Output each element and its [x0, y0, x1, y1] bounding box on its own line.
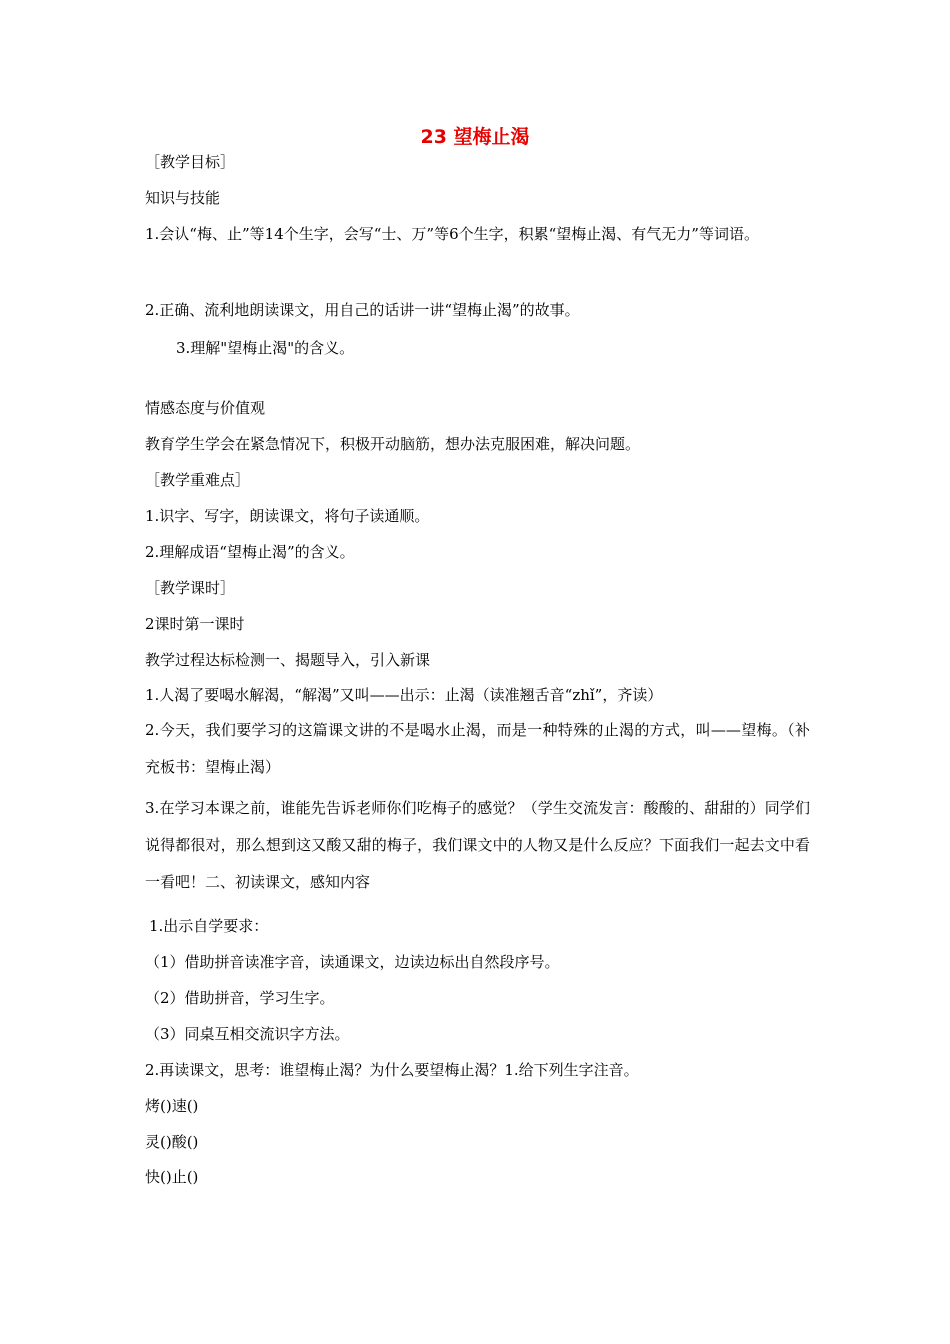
pinyin-exercise-row-2: 灵()酸(): [145, 1133, 199, 1151]
pinyin-exercise-row-3: 快()止(): [145, 1168, 199, 1186]
objective-item-1: 1.会认“梅、止”等14个生字，会写“士、万”等6个生字，积累“望梅止渴、有气无力”等词语。: [145, 225, 759, 243]
section-heading-key-points: ［教学重难点］: [145, 471, 251, 489]
periods-text: 2课时第一课时: [145, 615, 245, 633]
self-study-item-2: （2）借助拼音，学习生字。: [145, 989, 335, 1007]
page-title: 23 望梅止渴: [420, 126, 530, 148]
pinyin-exercise-row-1: 烤()速(): [145, 1097, 199, 1115]
section-heading-objectives: ［教学目标］: [145, 153, 236, 171]
process-item-2: 2.今天，我们要学习的这篇课文讲的不是喝水止渴，而是一种特殊的止渴的方式，叫——望梅。（补充板书：望梅止渴）: [145, 721, 810, 776]
self-study-item-3: （3）同桌互相交流识字方法。: [145, 1025, 350, 1043]
process-heading: 教学过程达标检测一、揭题导入，引入新课: [145, 651, 431, 669]
key-point-2: 2.理解成语“望梅止渴”的含义。: [145, 543, 355, 561]
objective-item-3: 3.理解"望梅止渴"的含义。: [176, 339, 355, 357]
section-heading-periods: ［教学课时］: [145, 579, 236, 597]
subheading-knowledge-skills: 知识与技能: [145, 189, 221, 207]
self-study-heading: 1.出示自学要求：: [149, 917, 269, 935]
subheading-emotion-values: 情感态度与价值观: [145, 399, 266, 417]
key-point-1: 1.识字、写字，朗读课文，将句子读通顺。: [145, 507, 430, 525]
paragraph-emotion-goal: 教育学生学会在紧急情况下，积极开动脑筋，想办法克服困难，解决问题。: [145, 435, 641, 453]
self-study-item-1: （1）借助拼音读准字音，读通课文，边读边标出自然段序号。: [145, 953, 560, 971]
reread-question: 2.再读课文，思考：谁望梅止渴？为什么要望梅止渴？1.给下列生字注音。: [145, 1061, 639, 1079]
process-item-1: 1.人渴了要喝水解渴，“解渴”又叫——出示：止渴（读准翘舌音“zhǐ”，齐读）: [145, 686, 663, 704]
objective-item-2: 2.正确、流利地朗读课文，用自己的话讲一讲“望梅止渴”的故事。: [145, 301, 580, 319]
process-item-3: 3.在学习本课之前，谁能先告诉老师你们吃梅子的感觉？（学生交流发言：酸酸的、甜甜的）同学们说得都很对，那么想到这又酸又甜的梅子，我们课文中的人物又是什么反应？下面我们一起去文中看一看吧！二、初读课文，感知内容: [145, 799, 810, 891]
